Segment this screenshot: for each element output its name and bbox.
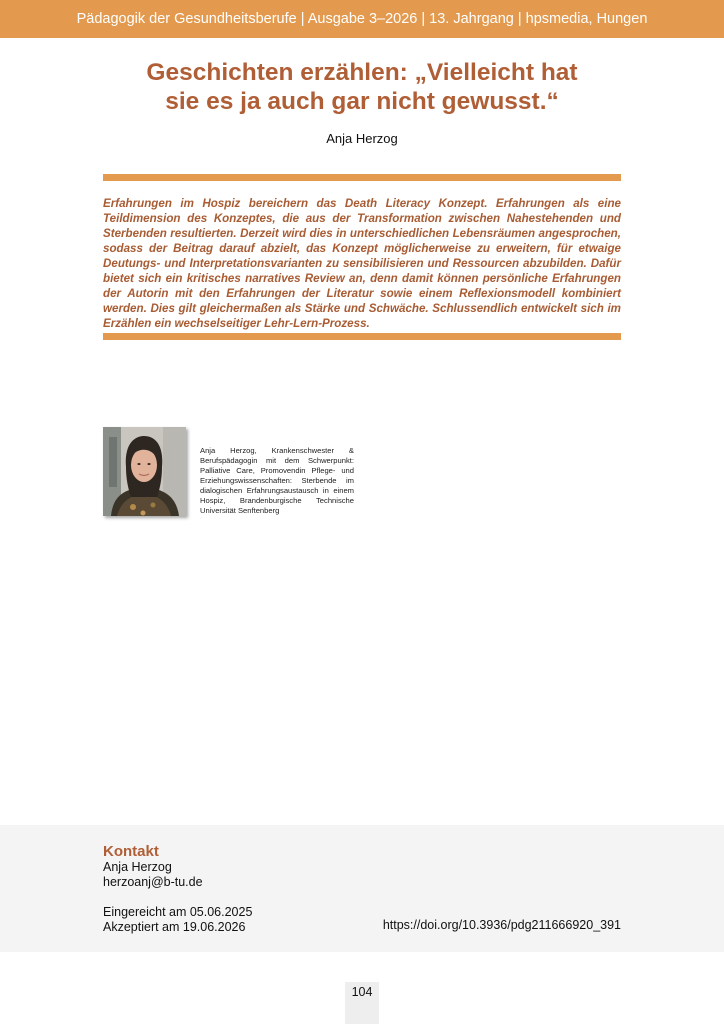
article-title [60, 58, 664, 116]
contact-name: Anja Herzog [103, 860, 172, 874]
title-line-1: Geschichten erzählen: „Vielleicht hat [146, 59, 578, 86]
bottom-divider [103, 333, 621, 340]
journal-header-text: Pädagogik der Gesundheitsberufe | Ausgabe 3–2026 | 13. Jahrgang | hpsmedia, Hungen [76, 11, 648, 27]
author-bio: Anja Herzog, Krankenschwester & Berufspädagogin mit dem Schwerpunkt: Palliative Care, Promovendin Pflege- und Erziehungswissenschaften: Sterbende im dialogischen Erfahrungsaustausch in einem Hospiz, Brandenburgische Technische Universität Senftenberg [200, 446, 354, 515]
top-divider [103, 174, 621, 181]
doi-link[interactable]: https://doi.org/10.3936/pdg211666920_391 [382, 918, 621, 932]
contact-heading: Kontakt [103, 843, 159, 860]
page-number: 104 [351, 985, 373, 999]
submitted-date: Eingereicht am 05.06.2025 [103, 905, 253, 919]
contact-email[interactable]: herzoanj@b-tu.de [103, 875, 203, 889]
author-photo [103, 427, 186, 516]
accepted-date: Akzeptiert am 19.06.2026 [103, 920, 246, 934]
article-abstract: Erfahrungen im Hospiz bereichern das Death Literacy Konzept. Erfahrungen als eine Teildimension des Konzeptes, die aus der Transformation zwischen Nahestehenden und Sterbenden resultierten. Derzeit wird dies in unterschiedlichen Lebensräumen angesprochen, sodass der Beitrag darauf abzielt, das Konzept möglicherweise zu erweitern, für etwaige Deutungs- und Interpretationsvarianten zu sensibilisieren und Ressourcen abzubilden. Dafür bietet sich ein kritisches narratives Review an, denn damit können persönliche Erfahrungen der Autorin mit den Erfahrungen der Literatur sowie einem Reflexionsmodell kombiniert werden. Dies gilt gleichermaßen als Stärke und Schwäche. Schlussendlich entwickelt sich im Erzählen ein wechselseitiger Lehr-Lern-Prozess. [103, 197, 621, 330]
title-line-2: sie es ja auch gar nicht gewusst.“ [165, 88, 559, 115]
article-author: Anja Herzog [326, 131, 398, 146]
journal-header [0, 0, 724, 38]
